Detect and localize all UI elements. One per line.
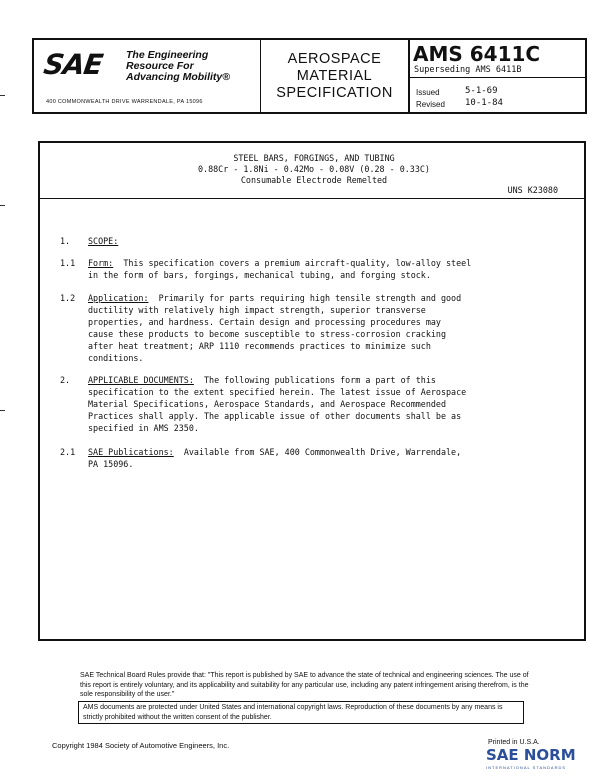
tagline-line: Advancing Mobility® <box>126 71 230 83</box>
sae-logo: SAE <box>41 48 105 81</box>
paragraph-line: ductility with relatively high impact strength, superior transverse <box>88 305 426 315</box>
tagline-line: Resource For <box>126 60 194 72</box>
section-number: 2. <box>60 375 71 385</box>
title-line: 0.88Cr - 1.8Ni - 0.42Mo - 0.08V (0.28 - 0.33C) <box>198 164 430 174</box>
paragraph-line: after heat treatment; ARP 1110 recommends practices to minimize such <box>88 341 431 351</box>
tagline-line: The Engineering <box>126 49 209 61</box>
issued-label: Issued <box>416 88 440 97</box>
heading-text: Form: <box>88 258 114 268</box>
spec-type-block <box>260 40 408 112</box>
spec-type-line: AEROSPACE <box>287 51 382 67</box>
divider <box>410 77 585 78</box>
logo-block <box>34 40 260 112</box>
paragraph-line <box>88 258 471 270</box>
margin-mark <box>0 205 5 206</box>
board-rules-note: SAE Technical Board Rules provide that: "This report is published by SAE to advance the state of technical and engineering sciences. The use of this report is entirely voluntary, and its applicability and suitability for any particular use, including any patent infringement arising therefrom, is the sole responsibility of the user." <box>80 672 529 698</box>
revised-date: 10-1-84 <box>465 98 503 108</box>
watermark-logo: SAE NORM <box>486 746 576 764</box>
paragraph-line <box>88 293 461 305</box>
copyright-line: Copyright 1984 Society of Automotive Engineers, Inc. <box>52 741 230 750</box>
paragraph-line: conditions. <box>88 353 144 363</box>
heading-text: SAE Publications: <box>88 447 174 457</box>
specification-body <box>38 141 586 641</box>
heading-text: APPLICABLE DOCUMENTS: <box>88 375 194 385</box>
paragraph-line <box>88 375 436 387</box>
paragraph-line: Practices shall apply. The applicable issue of other documents shall be as <box>88 411 462 421</box>
divider <box>40 198 586 199</box>
issued-date: 5-1-69 <box>465 86 498 96</box>
paragraph-line: specified in AMS 2350. <box>88 423 199 433</box>
title-line: STEEL BARS, FORGINGS, AND TUBING <box>233 153 395 163</box>
paragraph-line: cause these products to become susceptible to stress-corrosion cracking <box>88 329 446 339</box>
title-line: Consumable Electrode Remelted <box>240 175 388 185</box>
ams-number: AMS 6411C <box>413 42 541 66</box>
superseding-note: Superseding AMS 6411B <box>414 65 522 75</box>
paragraph-line: PA 15096. <box>88 459 134 469</box>
ams-number-block <box>408 40 585 112</box>
paragraph-text: This specification covers a premium aircraft-quality, low-alloy steel <box>123 258 472 268</box>
margin-mark <box>0 95 5 96</box>
paragraph-line: in the form of bars, forgings, mechanical tubing, and forging stock. <box>88 270 431 280</box>
document-header <box>32 38 587 114</box>
heading-text: SCOPE: <box>88 236 119 246</box>
uns-number: UNS K23080 <box>507 185 558 195</box>
heading-text: Application: <box>88 293 149 303</box>
spec-type-line: SPECIFICATION <box>276 85 393 101</box>
paragraph-text: The following publications form a part of this <box>203 375 436 385</box>
paragraph-text: Available from SAE, 400 Commonwealth Drive, Warrendale, <box>183 447 462 457</box>
section-number: 1. <box>60 236 71 246</box>
paragraph-line: Material Specifications, Aerospace Standards, and Aerospace Recommended <box>88 399 446 409</box>
tagline <box>126 50 230 83</box>
paragraph-line: specification to the extent specified herein. The latest issue of Aerospace <box>88 387 467 397</box>
paragraph-line <box>88 447 461 459</box>
address: 400 COMMONWEALTH DRIVE WARRENDALE, PA 15096 <box>46 99 203 105</box>
watermark-subtitle: INTERNATIONAL STANDARDS <box>486 765 567 770</box>
section-number: 1.2 <box>60 293 76 303</box>
spec-type-line: MATERIAL <box>296 68 373 84</box>
section-number: 1.1 <box>60 258 76 268</box>
paragraph-line: properties, and hardness. Certain design and processing procedures may <box>88 317 441 327</box>
revised-label: Revised <box>416 100 445 109</box>
section-heading <box>88 236 118 248</box>
printed-in: Printed in U.S.A. <box>488 739 540 746</box>
paragraph-text: Primarily for parts requiring high tensile strength and good <box>158 293 462 303</box>
margin-mark <box>0 410 5 411</box>
section-number: 2.1 <box>60 447 76 457</box>
copyright-notice-box: AMS documents are protected under United States and international copyright laws. Reproduction of these documents by any means is strictly prohibited without the written consent of the publisher. <box>78 701 524 724</box>
